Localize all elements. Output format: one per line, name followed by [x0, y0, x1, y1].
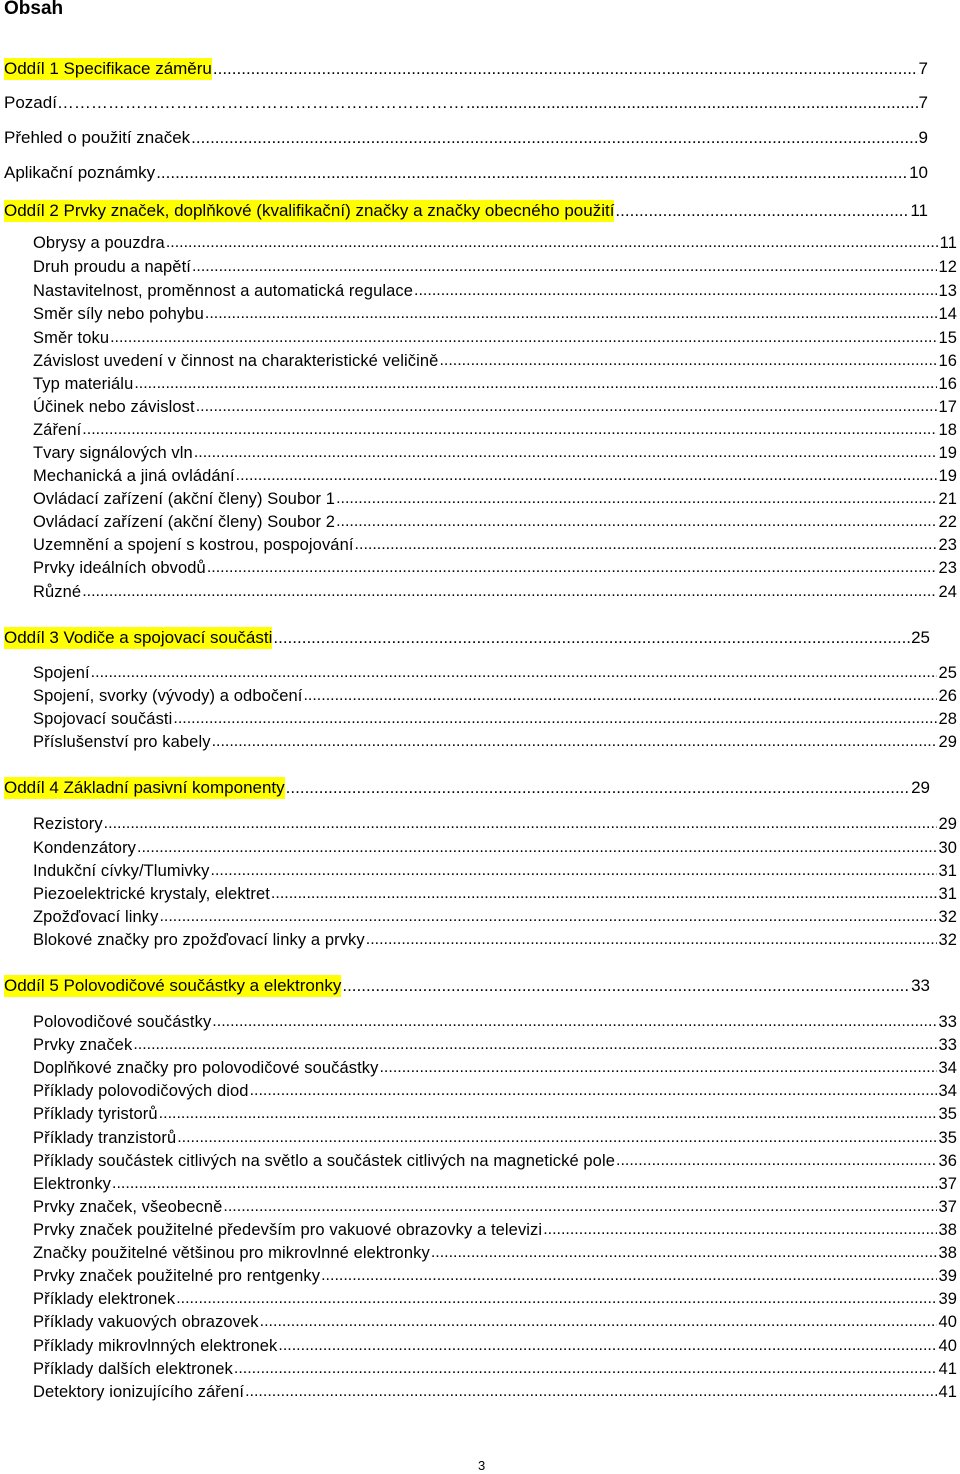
toc-subsection-entry[interactable] — [33, 232, 957, 254]
toc-entry-label: Příklady vakuových obrazovek — [33, 1313, 259, 1331]
toc-entry-page: 38 — [938, 1221, 957, 1239]
toc-entry-label: Příklady elektronek — [33, 1290, 176, 1308]
toc-entry-label: Aplikační poznámky — [4, 163, 156, 182]
toc-entry-label: Prvky značek použitelné pro rentgenky — [33, 1267, 321, 1285]
toc-entry-page: 17 — [938, 398, 957, 416]
toc-dot-leader — [342, 975, 910, 997]
toc-entry-label: Indukční cívky/Tlumivky — [33, 862, 210, 880]
toc-dot-leader — [223, 1196, 937, 1218]
toc-entry-label: Závislost uvedení v činnost na charakteristické veličině — [33, 352, 439, 370]
toc-entry-label: Mechanická a jiná ovládání — [33, 467, 235, 485]
toc-entry-label: Tvary signálových vln — [33, 444, 193, 462]
toc-dot-leader — [82, 419, 937, 441]
toc-entry-label: Příklady tyristorů — [33, 1105, 158, 1123]
toc-entry-label: Prvky značek — [33, 1036, 133, 1054]
toc-dot-leader — [414, 280, 937, 302]
toc-entry-page: 32 — [938, 931, 957, 949]
toc-section-entry[interactable] — [4, 162, 928, 184]
toc-entry-label: Přehled o použití značek — [4, 128, 191, 147]
toc-dot-leader — [159, 1103, 938, 1125]
toc-subsection-entry[interactable] — [33, 396, 957, 418]
toc-dot-leader — [134, 373, 937, 395]
toc-dot-leader — [196, 396, 938, 418]
toc-entry-page: 34 — [938, 1082, 957, 1100]
toc-section-entry[interactable] — [4, 127, 928, 149]
toc-dot-leader — [110, 327, 937, 349]
toc-subsection-entry[interactable] — [33, 1265, 957, 1287]
toc-section-entry[interactable] — [4, 975, 930, 997]
toc-subsection-entry[interactable] — [33, 1127, 957, 1149]
toc-entry-label: Účinek nebo závislost — [33, 398, 195, 416]
toc-entry-label: Prvky ideálních obvodů — [33, 559, 206, 577]
toc-entry-label: Příslušenství pro kabely — [33, 733, 211, 751]
toc-entry-label: Příklady mikrovlnných elektronek — [33, 1337, 278, 1355]
toc-subsection-entry[interactable] — [33, 280, 957, 302]
toc-entry-label: Ovládací zařízení (akční členy) Soubor 2 — [33, 513, 336, 531]
toc-entry-page: 35 — [938, 1129, 957, 1147]
toc-entry-label: Pozadí……………………………………………………………… — [4, 93, 465, 112]
toc-entry-page: 41 — [938, 1360, 957, 1378]
toc-subsection-entry[interactable] — [33, 534, 957, 556]
toc-entry-label: Spojení, svorky (vývody) a odbočení — [33, 687, 303, 705]
toc-subsection-entry[interactable] — [33, 373, 957, 395]
toc-subsection-entry[interactable] — [33, 906, 957, 928]
toc-entry-label: Zpožďovací linky — [33, 908, 159, 926]
toc-subsection-entry[interactable] — [33, 1219, 957, 1241]
toc-subsection-entry[interactable] — [33, 929, 957, 951]
toc-entry-page: 15 — [938, 329, 957, 347]
toc-subsection-entry[interactable] — [33, 1335, 957, 1357]
toc-entry-label: Značky použitelné většinou pro mikrovlnné elektronky — [33, 1244, 430, 1262]
toc-subsection-entry[interactable] — [33, 350, 957, 372]
toc-entry-page: 11 — [939, 234, 957, 252]
toc-subsection-entry[interactable] — [33, 662, 957, 684]
toc-entry-label: Směr toku — [33, 329, 110, 347]
toc-entry-label: Různé — [33, 583, 82, 601]
toc-dot-leader — [104, 813, 938, 835]
toc-entry-label: Nastavitelnost, proměnnost a automatická regulace — [33, 282, 414, 300]
toc-entry-label: Kondenzátory — [33, 839, 137, 857]
toc-subsection-entry[interactable] — [33, 685, 957, 707]
toc-section-entry[interactable] — [4, 92, 928, 114]
toc-entry-label: Spojení — [33, 664, 90, 682]
toc-subsection-entry[interactable] — [33, 1080, 957, 1102]
toc-entry-page: 19 — [938, 467, 957, 485]
toc-entry-page: 22 — [938, 513, 957, 531]
toc-subsection-entry[interactable] — [33, 488, 957, 510]
toc-entry-label: Elektronky — [33, 1175, 112, 1193]
toc-subsection-entry[interactable] — [33, 1057, 957, 1079]
toc-entry-page: 33 — [938, 1013, 957, 1031]
toc-entry-page: 13 — [938, 282, 957, 300]
toc-entry-label: Rezistory — [33, 815, 103, 833]
toc-subsection-entry[interactable] — [33, 1288, 957, 1310]
toc-entry-page: 35 — [938, 1105, 957, 1123]
toc-subsection-entry[interactable] — [33, 1196, 957, 1218]
toc-subsection-entry[interactable] — [33, 860, 957, 882]
toc-dot-leader — [194, 442, 938, 464]
toc-dot-leader — [336, 488, 937, 510]
toc-dot-leader — [133, 1034, 937, 1056]
toc-entry-page: 16 — [938, 375, 957, 393]
toc-subsection-entry[interactable] — [33, 1381, 957, 1403]
toc-entry-label: Doplňkové značky pro polovodičové součástky — [33, 1059, 379, 1077]
toc-dot-leader — [379, 1057, 937, 1079]
toc-subsection-entry[interactable] — [33, 1034, 957, 1056]
toc-entry-page: 11 — [910, 201, 928, 220]
toc-entry-label: Polovodičové součástky — [33, 1013, 212, 1031]
toc-entry-page: 40 — [938, 1313, 957, 1331]
toc-section-entry[interactable] — [4, 777, 930, 799]
toc-subsection-entry[interactable] — [33, 1242, 957, 1264]
toc-dot-leader — [278, 1335, 937, 1357]
toc-entry-page: 34 — [938, 1059, 957, 1077]
toc-dot-leader — [236, 465, 938, 487]
toc-entry-page: 33 — [938, 1036, 957, 1054]
toc-dot-leader — [273, 627, 910, 649]
toc-subsection-entry[interactable] — [33, 708, 957, 730]
toc-dot-leader — [159, 906, 937, 928]
toc-section-entry[interactable] — [4, 627, 930, 649]
toc-entry-page: 31 — [938, 862, 957, 880]
toc-dot-leader — [177, 1127, 937, 1149]
toc-dot-leader — [250, 1080, 938, 1102]
toc-subsection-entry[interactable] — [33, 1358, 957, 1380]
page-number: 3 — [478, 1458, 486, 1473]
toc-entry-page: 19 — [938, 444, 957, 462]
toc-dot-leader — [260, 1311, 938, 1333]
toc-entry-label: Druh proudu a napětí — [33, 258, 191, 276]
toc-section-entry[interactable] — [4, 58, 928, 80]
toc-subsection-entry[interactable] — [33, 1173, 957, 1195]
toc-entry-page: 14 — [938, 305, 957, 323]
toc-entry-label: Příklady polovodičových diod — [33, 1082, 249, 1100]
toc-subsection-entry[interactable] — [33, 419, 957, 441]
toc-entry-label: Prvky značek použitelné především pro vakuové obrazovky a televizi — [33, 1221, 543, 1239]
toc-subsection-entry[interactable] — [33, 327, 957, 349]
toc-entry-label: Oddíl 4 Základní pasivní komponenty — [4, 778, 285, 797]
toc-entry-label: Spojovací součásti — [33, 710, 173, 728]
toc-entry-page: 23 — [938, 536, 957, 554]
toc-entry-label: Ovládací zařízení (akční členy) Soubor 1 — [33, 490, 336, 508]
toc-dot-leader — [336, 511, 937, 533]
toc-entry-page: 28 — [938, 710, 957, 728]
toc-entry-page: 37 — [938, 1198, 957, 1216]
toc-entry-label: Typ materiálu — [33, 375, 134, 393]
toc-subsection-entry[interactable] — [33, 511, 957, 533]
toc-dot-leader — [91, 662, 938, 684]
toc-entry-page: 39 — [938, 1290, 957, 1308]
toc-subsection-entry[interactable] — [33, 731, 957, 753]
toc-subsection-entry[interactable] — [33, 1103, 957, 1125]
toc-entry-page: 18 — [938, 421, 957, 439]
toc-subsection-entry[interactable] — [33, 1150, 957, 1172]
toc-entry-label: Detektory ionizujícího záření — [33, 1383, 245, 1401]
toc-dot-leader — [466, 92, 918, 114]
toc-entry-page: 25 — [911, 628, 930, 647]
toc-entry-label: Směr síly nebo pohybu — [33, 305, 204, 323]
toc-subsection-entry[interactable] — [33, 256, 957, 278]
toc-entry-page: 21 — [938, 490, 957, 508]
toc-dot-leader — [213, 58, 918, 80]
toc-dot-leader — [166, 232, 939, 254]
toc-entry-page: 29 — [938, 733, 957, 751]
toc-entry-page: 9 — [918, 128, 928, 147]
toc-dot-leader — [286, 777, 910, 799]
toc-subsection-entry[interactable] — [33, 813, 957, 835]
toc-entry-page: 10 — [909, 163, 928, 182]
toc-entry-label: Oddíl 5 Polovodičové součástky a elektronky — [4, 976, 342, 995]
toc-dot-leader — [366, 929, 938, 951]
toc-subsection-entry[interactable] — [33, 465, 957, 487]
toc-dot-leader — [207, 557, 938, 579]
toc-entry-label: Piezoelektrické krystaly, elektret — [33, 885, 270, 903]
toc-entry-page: 12 — [938, 258, 957, 276]
toc-entry-label: Oddíl 2 Prvky značek, doplňkové (kvalifikační) značky a značky obecného použití — [4, 201, 615, 220]
toc-dot-leader — [615, 200, 909, 222]
toc-dot-leader — [205, 303, 938, 325]
toc-entry-page: 25 — [938, 664, 957, 682]
toc-dot-leader — [431, 1242, 938, 1264]
toc-dot-leader — [234, 1358, 938, 1380]
toc-entry-page: 40 — [938, 1337, 957, 1355]
toc-dot-leader — [176, 1288, 937, 1310]
toc-entry-page: 38 — [938, 1244, 957, 1262]
toc-entry-label: Záření — [33, 421, 82, 439]
toc-dot-leader — [616, 1150, 937, 1172]
toc-dot-leader — [112, 1173, 937, 1195]
toc-dot-leader — [303, 685, 937, 707]
toc-dot-leader — [137, 837, 937, 859]
toc-entry-page: 7 — [918, 93, 928, 112]
toc-subsection-entry[interactable] — [33, 442, 957, 464]
toc-entry-page: 31 — [938, 885, 957, 903]
toc-entry-page: 29 — [911, 778, 930, 797]
toc-entry-page: 37 — [938, 1175, 957, 1193]
toc-entry-label: Oddíl 3 Vodiče a spojovací součásti — [4, 628, 273, 647]
toc-entry-label: Blokové značky pro zpožďovací linky a prvky — [33, 931, 365, 949]
toc-dot-leader — [211, 860, 938, 882]
toc-entry-page: 23 — [938, 559, 957, 577]
toc-entry-page: 26 — [938, 687, 957, 705]
toc-entry-page: 24 — [938, 583, 957, 601]
toc-entry-page: 39 — [938, 1267, 957, 1285]
toc-entry-page: 16 — [938, 352, 957, 370]
toc-dot-leader — [82, 581, 937, 603]
toc-dot-leader — [271, 883, 938, 905]
toc-subsection-entry[interactable] — [33, 557, 957, 579]
toc-subsection-entry[interactable] — [33, 837, 957, 859]
toc-dot-leader — [191, 127, 917, 149]
toc-entry-page: 36 — [938, 1152, 957, 1170]
toc-entry-page: 33 — [911, 976, 930, 995]
toc-dot-leader — [355, 534, 938, 556]
toc-entry-page: 7 — [918, 59, 928, 78]
toc-entry-label: Obrysy a pouzdra — [33, 234, 165, 252]
toc-subsection-entry[interactable] — [33, 303, 957, 325]
toc-entry-page: 41 — [938, 1383, 957, 1401]
toc-subsection-entry[interactable] — [33, 883, 957, 905]
toc-entry-page: 29 — [938, 815, 957, 833]
toc-dot-leader — [321, 1265, 937, 1287]
toc-dot-leader — [156, 162, 908, 184]
page-title: Obsah — [4, 0, 64, 19]
toc-entry-page: 30 — [938, 839, 957, 857]
toc-section-entry[interactable] — [4, 200, 928, 222]
toc-dot-leader — [212, 1011, 937, 1033]
toc-entry-label: Příklady tranzistorů — [33, 1129, 177, 1147]
toc-subsection-entry[interactable] — [33, 1311, 957, 1333]
toc-dot-leader — [192, 256, 937, 278]
toc-entry-label: Oddíl 1 Specifikace záměru — [4, 59, 212, 78]
toc-entry-label: Uzemnění a spojení s kostrou, pospojování — [33, 536, 354, 554]
toc-dot-leader — [543, 1219, 937, 1241]
toc-dot-leader — [173, 708, 937, 730]
toc-entry-label: Prvky značek, všeobecně — [33, 1198, 223, 1216]
toc-dot-leader — [439, 350, 937, 372]
toc-entry-page: 32 — [938, 908, 957, 926]
toc-entry-label: Příklady součástek citlivých na světlo a součástek citlivých na magnetické pole — [33, 1152, 615, 1170]
toc-dot-leader — [245, 1381, 937, 1403]
toc-dot-leader — [212, 731, 938, 753]
toc-subsection-entry[interactable] — [33, 581, 957, 603]
toc-subsection-entry[interactable] — [33, 1011, 957, 1033]
toc-entry-label: Příklady dalších elektronek — [33, 1360, 233, 1378]
